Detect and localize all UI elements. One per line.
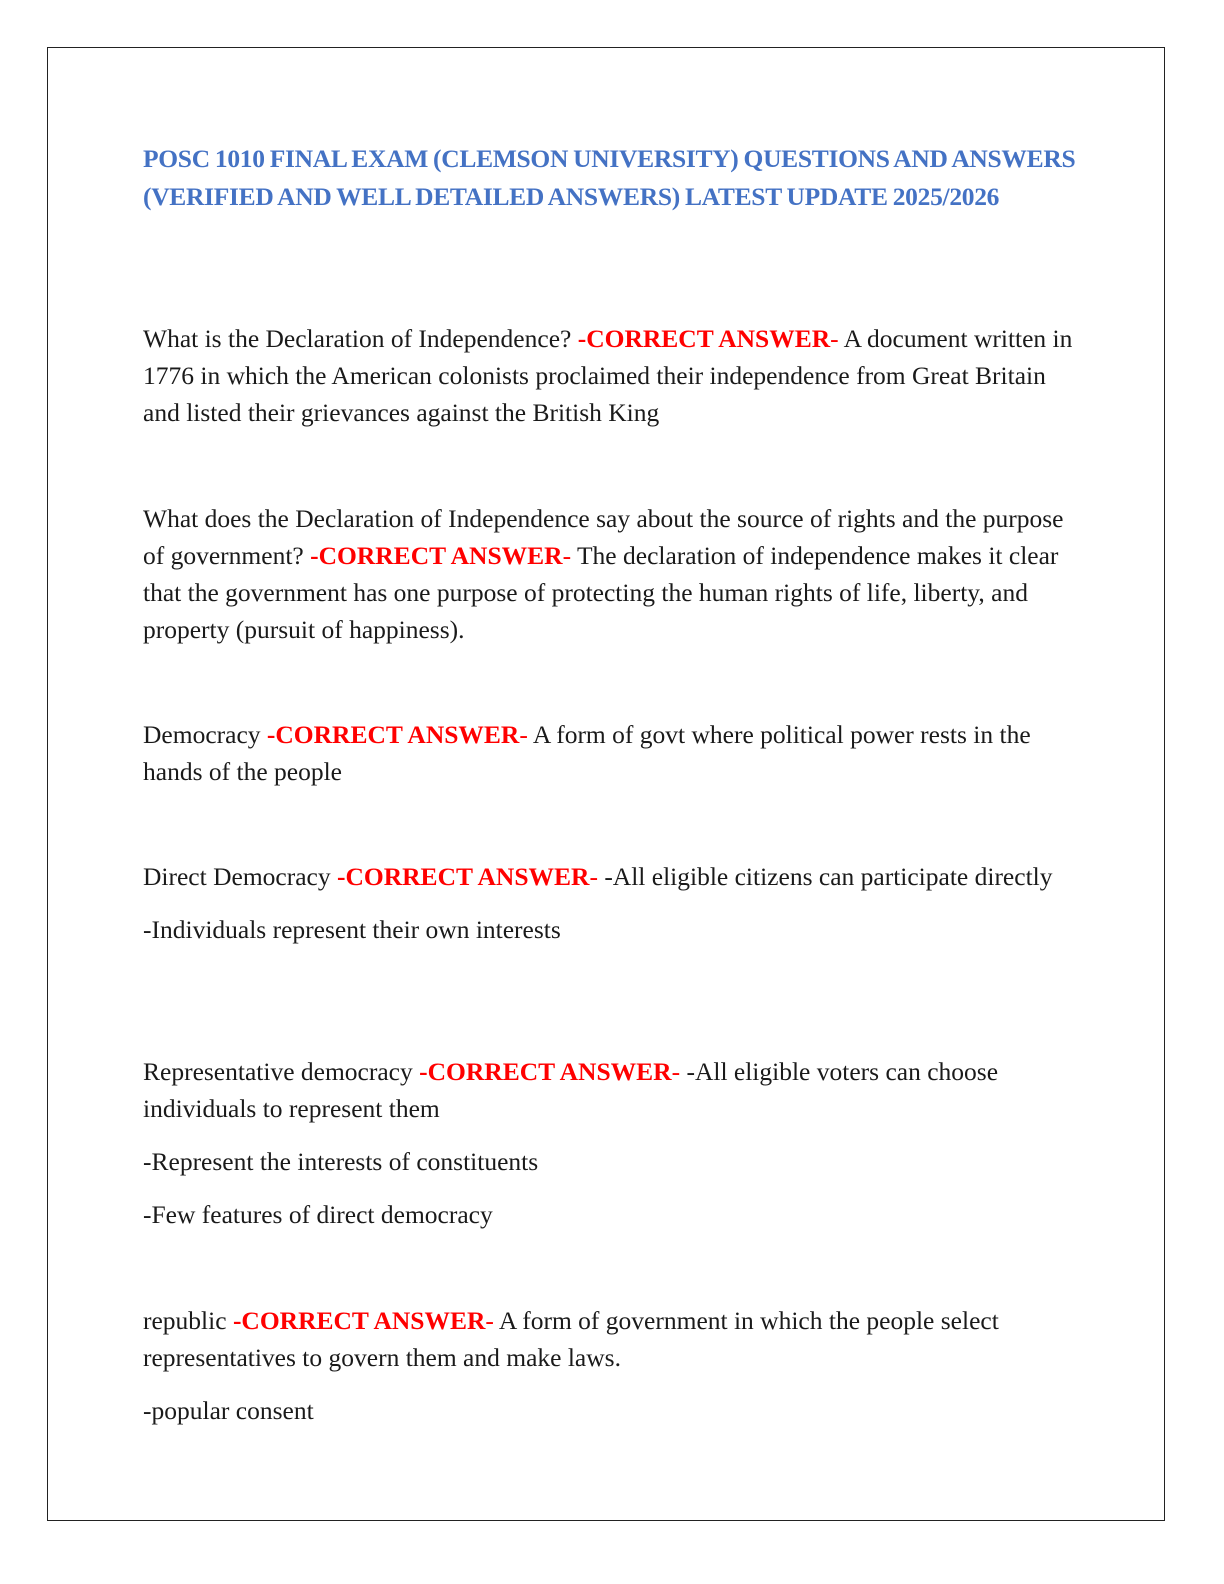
document-header	[143, 140, 1083, 215]
correct-answer-marker: -CORRECT ANSWER-	[336, 862, 598, 891]
answer-detail-line: -popular consent	[143, 1396, 314, 1425]
qa-entry-3	[143, 716, 1083, 790]
answer-text: A form of government in which the people select representatives to govern them and make laws.	[143, 1306, 999, 1372]
qa-paragraph	[143, 320, 1083, 431]
qa-paragraph	[143, 1053, 1083, 1127]
qa-paragraph	[143, 858, 1083, 895]
question-text: Direct Democracy	[143, 862, 331, 891]
answer-detail-line: -Few features of direct democracy	[143, 1200, 493, 1229]
answer-text: A form of govt where political power rests in the hands of the people	[143, 720, 1031, 786]
correct-answer-marker: -CORRECT ANSWER-	[232, 1306, 494, 1335]
qa-paragraph	[143, 716, 1083, 790]
answer-detail-line: -Represent the interests of constituents	[143, 1147, 539, 1176]
answer-text: -All eligible citizens can participate directly	[604, 862, 1053, 891]
document-title: POSC 1010 FINAL EXAM (CLEMSON UNIVERSITY) QUESTIONS AND ANSWERS (VERIFIED AND WELL DETAILED ANSWERS) LATEST UPDATE 2025/2026	[143, 144, 1076, 211]
answer-detail-line: -Individuals represent their own interests	[143, 915, 561, 944]
qa-paragraph	[143, 500, 1083, 648]
correct-answer-marker: -CORRECT ANSWER-	[577, 324, 839, 353]
correct-answer-marker: -CORRECT ANSWER-	[419, 1057, 681, 1086]
qa-entry-4	[143, 858, 1083, 948]
question-text: Representative democracy	[143, 1057, 413, 1086]
correct-answer-marker: -CORRECT ANSWER-	[266, 720, 528, 749]
qa-entry-1	[143, 320, 1083, 431]
answer-text: A document written in 1776 in which the American colonists proclaimed their independence from Great Britain and listed their grievances against the British King	[143, 324, 1073, 427]
qa-entry-5	[143, 1053, 1083, 1233]
answer-text: The declaration of independence makes it clear that the government has one purpose of protecting the human rights of life, liberty, and property (pursuit of happiness).	[143, 541, 1059, 644]
correct-answer-marker: -CORRECT ANSWER-	[310, 541, 572, 570]
qa-paragraph	[143, 1302, 1083, 1376]
question-text: What is the Declaration of Independence?	[143, 324, 572, 353]
qa-entry-2	[143, 500, 1083, 648]
answer-text: -All eligible voters can choose individuals to represent them	[143, 1057, 999, 1123]
question-text: Democracy	[143, 720, 261, 749]
question-text: republic	[143, 1306, 227, 1335]
question-text: What does the Declaration of Independence say about the source of rights and the purpose of government?	[143, 504, 1064, 570]
qa-entry-6	[143, 1302, 1083, 1429]
